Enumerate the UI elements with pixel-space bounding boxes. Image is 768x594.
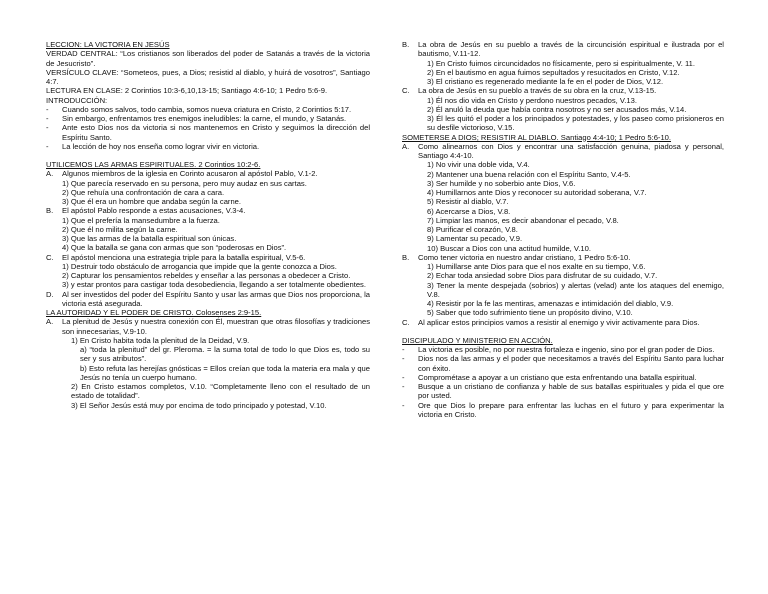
section-heading-authority: LA AUTORIDAD Y EL PODER DE CRISTO. Colosenses 2:9-15.	[46, 308, 262, 317]
point-marker: A.	[46, 317, 54, 327]
sub-item: 3) El Señor Jesús está muy por encima de todo principado y potestad, V.10.	[71, 400, 327, 410]
bullet-dash: -	[402, 382, 405, 391]
sub-sub-item: a) “toda la plenitud” del gr. Pleroma. = la suma total de todo lo que Dios es, todo su ser y sus atributos”.	[80, 345, 370, 364]
left-column	[46, 40, 370, 410]
point-c	[46, 253, 370, 262]
sub-item: 4) Humillarnos ante Dios y reconocer su autoridad soberana, V.7.	[427, 188, 647, 197]
sub-item: 3) El cristiano es regenerado mediante la fe en el poder de Dios, V.12.	[427, 77, 664, 86]
right-column	[402, 40, 724, 419]
bullet-dash: -	[46, 104, 49, 114]
point-marker: C.	[402, 317, 410, 327]
point-marker: C.	[402, 86, 410, 96]
point-text: El apóstol Pablo responde a estas acusaciones, V.3-4.	[62, 206, 246, 216]
point-marker: B.	[402, 40, 410, 49]
point-b	[402, 40, 724, 59]
section-heading-weapons: UTILICEMOS LAS ARMAS ESPIRITUALES. 2 Corintios 10:2-6.	[46, 160, 261, 169]
sub-item: 1) Humillarse ante Dios para que el nos exalte en su tiempo, V.6.	[427, 262, 646, 271]
intro-text: Sin embargo, enfrentamos tres enemigos ineludibles: la carne, el mundo, y Satanás.	[62, 114, 347, 123]
section-heading-submit: SOMETERSE A DIOS; RESISTIR AL DIABLO. Santiago 4:4-10; 1 Pedro 5:6-10.	[402, 132, 671, 142]
sub-item: 1) En Cristo habita toda la plenitud de la Deidad, V.9.	[71, 335, 250, 345]
sub-item: 8) Purificar el corazón, V.8.	[427, 225, 518, 234]
discipleship-item	[402, 354, 724, 373]
sub-item: 1) No vivir una doble vida, V.4.	[427, 160, 530, 170]
point-marker: B.	[46, 206, 54, 216]
discipleship-text: La victoria es posible, no por nuestra fortaleza e ingenio, sino por el gran poder de Dios.	[418, 345, 715, 354]
point-marker: D.	[46, 289, 54, 299]
sub-item: 7) Limpiar las manos, es decir abandonar el pecado, V.8.	[427, 215, 619, 225]
sub-item: 3) Tener la mente despejada (sobrios) y alertas (velad) ante los ataques del enemigo, V.8.	[427, 280, 724, 299]
central-truth: VERDAD CENTRAL: “Los cristianos son liberados del poder de Satanás a través de la victoria de Jesucristo”.	[46, 49, 370, 68]
intro-item	[46, 114, 370, 123]
point-c	[402, 86, 724, 95]
sub-item: 2) Que rehuía una confrontación de cara a cara.	[62, 187, 225, 197]
intro-text: Ante esto Dios nos da victoria si nos mantenemos en Cristo y seguimos la dirección del Espíritu Santo.	[62, 123, 370, 142]
point-a	[402, 142, 724, 161]
point-marker: A.	[46, 169, 54, 179]
bullet-dash: -	[46, 123, 49, 133]
point-text: Al aplicar estos principios vamos a resistir al enemigo y vivir activamente para Dios.	[418, 317, 700, 327]
sub-item: 2) Capturar los pensamientos rebeldes y enseñar a las personas a obedecer a Cristo.	[62, 271, 351, 280]
sub-item: 2) Que él no milita según la carne.	[62, 224, 178, 234]
discipleship-text: Comprométase a apoyar a un cristiano que esta enfrentando una batalla espiritual.	[418, 372, 697, 382]
discipleship-item	[402, 345, 724, 354]
sub-item: 1) Destruir todo obstáculo de arrogancia que impide que la gente conozca a Dios.	[62, 261, 337, 271]
point-text: Como alinearnos con Dios y encontrar una satisfacción genuina, piadosa y personal, Santiago 4:4-10.	[418, 141, 724, 160]
discipleship-item	[402, 373, 724, 382]
sub-item: 6) Acercarse a Dios, V.8.	[427, 206, 511, 216]
point-b	[402, 253, 724, 262]
discipleship-item	[402, 382, 724, 401]
bullet-dash: -	[46, 141, 49, 151]
point-marker: B.	[402, 252, 410, 262]
sub-item: 1) Que parecía reservado en su persona, pero muy audaz en sus cartas.	[62, 178, 307, 188]
intro-item	[46, 105, 370, 114]
sub-item: 2) Mantener una buena relación con el Espíritu Santo, V.4-5.	[427, 169, 631, 179]
point-text: La obra de Jesús en su pueblo a través de la circuncisión espiritual e ilustrada por el bautismo, V.11-12.	[418, 40, 724, 59]
point-marker: A.	[402, 141, 410, 151]
sub-item: 1) En Cristo fuimos circuncidados no físicamente, pero si espiritualmente, V. 11.	[427, 58, 696, 68]
point-d	[46, 290, 370, 309]
discipleship-item	[402, 401, 724, 420]
class-reading: LECTURA EN CLASE: 2 Corintios 10:3-6,10,13-15; Santiago 4:6-10; 1 Pedro 5:6-9.	[46, 86, 328, 96]
sub-item: 10) Buscar a Dios con una actitud humilde, V.10.	[427, 243, 591, 253]
bullet-dash: -	[402, 372, 405, 382]
sub-item: 5) Resistir al diablo, V.7.	[427, 197, 509, 207]
point-text: Como tener victoria en nuestro andar cristiano, 1 Pedro 5:6-10.	[418, 252, 631, 262]
point-a	[46, 169, 370, 178]
discipleship-text: Dios nos da las armas y el poder que necesitamos a través del Espíritu Santo para luchar con éxito.	[418, 354, 724, 373]
sub-item: 1) Él nos dio vida en Cristo y perdono nuestros pecados, V.13.	[427, 95, 637, 105]
discipleship-text: Ore que Dios lo prepare para enfrentar las luchas en el futuro y para experimentar la victoria en Cristo.	[418, 400, 724, 419]
intro-text: Cuando somos salvos, todo cambia, somos nueva criatura en Cristo, 2 Corintios 5:17.	[62, 104, 352, 114]
sub-item: 2) En el bautismo en agua fuimos sepultados y resucitados en Cristo, V.12.	[427, 67, 680, 77]
sub-item: 3) Él les quitó el poder a los principados y potestades, y los paseo como prisioneros en su desfile victorioso, V.15.	[427, 114, 724, 133]
point-text: Algunos miembros de la iglesia en Corinto acusaron al apóstol Pablo, V.1-2.	[62, 169, 318, 179]
sub-item: 4) Que la batalla se gana con armas que son “poderosas en Dios”.	[62, 243, 287, 253]
sub-item: 2) Él anuló la deuda que había contra nosotros y no ser acusados más, V.14.	[427, 104, 687, 114]
intro-text: La lección de hoy nos enseña como lograr vivir en victoria.	[62, 141, 260, 151]
section-heading-discipleship: DISCIPULADO Y MINISTERIO EN ACCIÓN.	[402, 335, 553, 345]
bullet-dash: -	[46, 114, 49, 123]
intro-item	[46, 123, 370, 142]
point-a	[46, 317, 370, 336]
bullet-dash: -	[402, 345, 405, 354]
key-verse: VERSÍCULO CLAVE: “Someteos, pues, a Dios; resistid al diablo, y huirá de vosotros”, Santiago 4:7.	[46, 67, 370, 86]
sub-item: 9) Lamentar su pecado, V.9.	[427, 234, 523, 244]
sub-item: 1) Que el prefería la mansedumbre a la fuerza.	[62, 215, 220, 225]
lesson-title: LECCION: LA VICTORIA EN JESÚS	[46, 40, 170, 49]
sub-item: 3) Que él era un hombre que andaba según la carne.	[62, 197, 241, 206]
bullet-dash: -	[402, 400, 405, 410]
sub-item: 4) Resistir por la fe las mentiras, amenazas e intimidación del diablo, V.9.	[427, 299, 674, 308]
sub-item: 5) Saber que todo sufrimiento tiene un propósito divino, V.10.	[427, 308, 633, 318]
point-text: La plenitud de Jesús y nuestra conexión con Él, muestran que otras filosofías y tradiciones son innecesarias, V.9-10.	[62, 317, 370, 336]
point-text: El apóstol menciona una estrategia triple para la batalla espiritual, V.5-6.	[62, 252, 306, 262]
point-c	[402, 318, 724, 327]
intro-heading: INTRODUCCIÓN:	[46, 95, 108, 105]
bullet-dash: -	[402, 354, 405, 364]
point-text: La obra de Jesús en su pueblo a través de su obra en la cruz, V.13-15.	[418, 86, 657, 96]
sub-item: 2) En Cristo estamos completos, V.10. “Completamente lleno con el resultado de un estado de totalidad”.	[71, 382, 370, 401]
discipleship-text: Busque a un cristiano de confianza y hable de sus batallas espirituales y pida el que ore por usted.	[418, 382, 724, 401]
sub-item: 3) y estar prontos para castigar toda desobediencia, llegando a ser totalmente obedientes.	[62, 280, 366, 290]
sub-item: 2) Echar toda ansiedad sobre Dios para disfrutar de su cuidado, V.7.	[427, 271, 658, 281]
sub-item: 3) Que las armas de la batalla espiritual son únicas.	[62, 234, 237, 243]
intro-item	[46, 142, 370, 151]
sub-sub-item: b) Esto refuta las herejías gnósticas = Ellos creían que toda la materia era mala y que Jesús no tenía un cuerpo humano.	[80, 363, 370, 382]
point-text: Al ser investidos del poder del Espíritu Santo y usar las armas que Dios nos proporciona, la victoria está asegurada.	[62, 289, 370, 308]
point-marker: C.	[46, 252, 54, 262]
point-b	[46, 206, 370, 215]
sub-item: 3) Ser humilde y no soberbio ante Dios, V.6.	[427, 178, 576, 188]
